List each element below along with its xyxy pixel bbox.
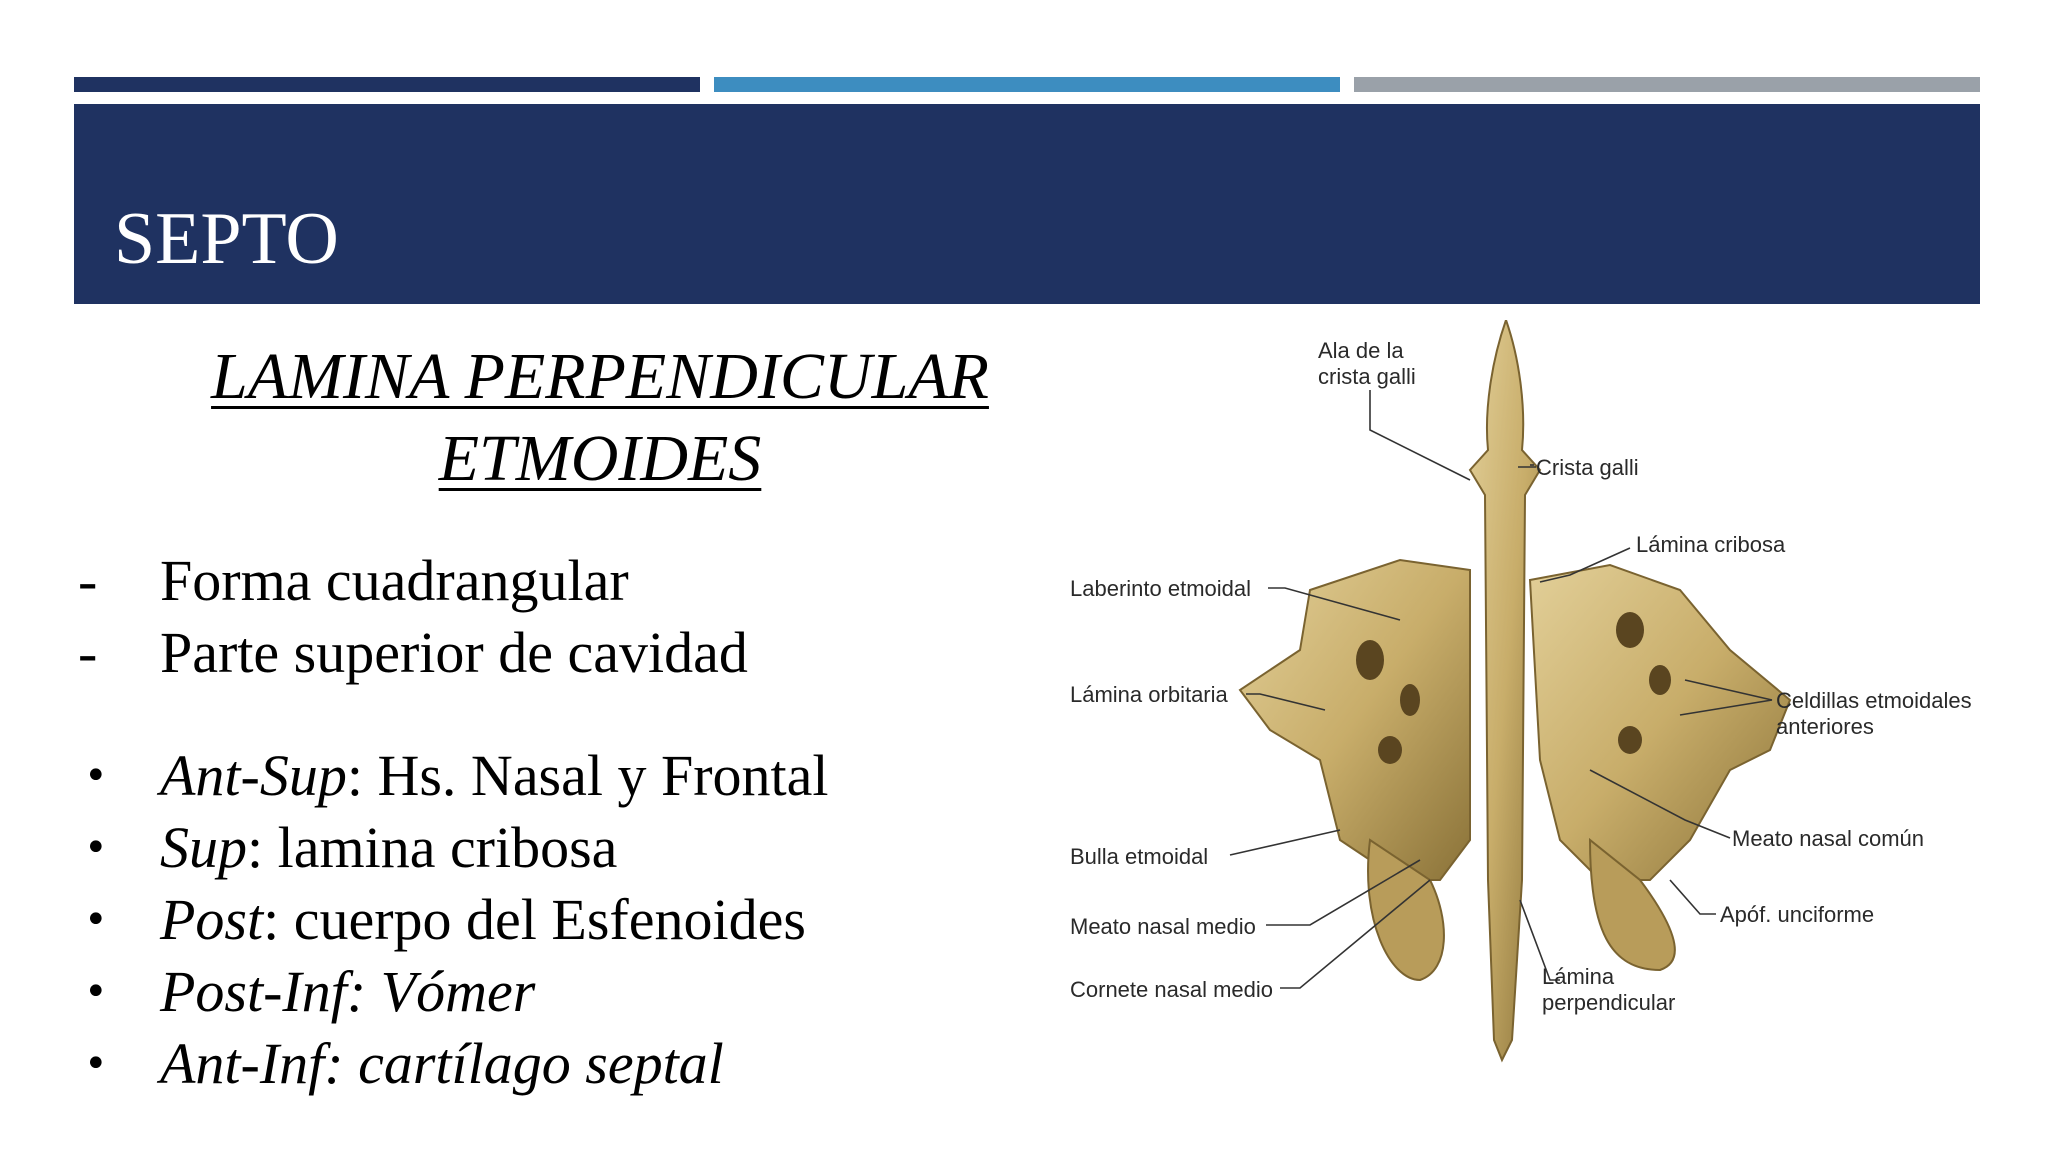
bullet-mark: • (84, 897, 108, 943)
label-cornete-nasal-medio: Cornete nasal medio (1070, 977, 1274, 1002)
bullet-mark: • (84, 753, 108, 799)
list-item (78, 956, 829, 1028)
label-line: Celdillas etmoidales (1776, 688, 1972, 713)
title-band (74, 104, 1980, 304)
list-item-term: Ant-Sup (160, 743, 347, 808)
subtitle-line-2: ETMOIDES (438, 422, 762, 495)
cell-hole (1649, 665, 1671, 695)
bullet-mark: • (84, 1041, 108, 1087)
list-item-text: Parte superior de cavidad (160, 620, 748, 685)
accent-bar-blue (714, 77, 1340, 92)
cell-hole (1356, 640, 1384, 680)
label-laberinto-etmoidal: Laberinto etmoidal (1070, 576, 1252, 601)
label-bulla-etmoidal: Bulla etmoidal (1070, 844, 1209, 869)
label-line: crista galli (1318, 364, 1416, 389)
list-item-term: Ant-Inf: cartílago septal (160, 1031, 724, 1096)
leader-line (1670, 880, 1716, 914)
label-meato-nasal-medio: Meato nasal medio (1070, 914, 1256, 939)
slide-title: SEPTO (114, 198, 339, 280)
label-lamina-orbitaria: Lámina orbitaria (1070, 682, 1228, 707)
bullet-list (78, 740, 829, 1100)
label-line: anteriores (1776, 714, 1874, 739)
dash-list (78, 545, 748, 689)
cell-hole (1378, 736, 1402, 764)
ethmoid-figure (1070, 320, 1990, 1150)
label-crista-galli: Crista galli (1536, 455, 1639, 480)
cell-hole (1400, 684, 1420, 716)
cell-hole (1618, 726, 1642, 754)
label-celdillas-etmoidales (1776, 688, 1972, 739)
subtitle-line-1: LAMINA PERPENDICULAR (211, 340, 989, 413)
leader-line (1370, 390, 1470, 480)
accent-bar-navy (74, 77, 700, 92)
list-item-term: Sup (160, 815, 247, 880)
label-apof-unciforme: Apóf. unciforme (1720, 902, 1875, 927)
slide-subtitle (160, 336, 1040, 500)
label-ala-crista-galli (1318, 338, 1416, 389)
label-line: perpendicular (1542, 990, 1676, 1015)
label-line: Lámina (1542, 964, 1615, 989)
label-meato-nasal-comun: Meato nasal común (1732, 826, 1924, 851)
list-item-text: : cuerpo del Esfenoides (263, 887, 806, 952)
list-item (78, 884, 829, 956)
label-line: Ala de la (1318, 338, 1404, 363)
dash-mark: - (78, 548, 98, 613)
leader-line (1230, 830, 1340, 855)
list-item-term: Post (160, 887, 264, 952)
list-item (78, 617, 748, 689)
bullet-mark: • (84, 969, 108, 1015)
list-item (78, 1028, 829, 1100)
list-item-text: : Hs. Nasal y Frontal (346, 743, 829, 808)
list-item (78, 812, 829, 884)
label-lamina-perpendicular (1542, 964, 1675, 1015)
cell-hole (1616, 612, 1644, 648)
lamina-perpendicular-shape (1470, 320, 1540, 1060)
accent-bar-gray (1354, 77, 1980, 92)
list-item (78, 740, 829, 812)
list-item-text: Forma cuadrangular (160, 548, 629, 613)
list-item-term: Post-Inf: Vómer (160, 959, 536, 1024)
dash-mark: - (78, 620, 98, 685)
label-lamina-cribosa: Lámina cribosa (1636, 532, 1786, 557)
ethmoid-illustration (1070, 320, 1990, 1150)
list-item (78, 545, 748, 617)
bullet-mark: • (84, 825, 108, 871)
list-item-text: : lamina cribosa (247, 815, 618, 880)
